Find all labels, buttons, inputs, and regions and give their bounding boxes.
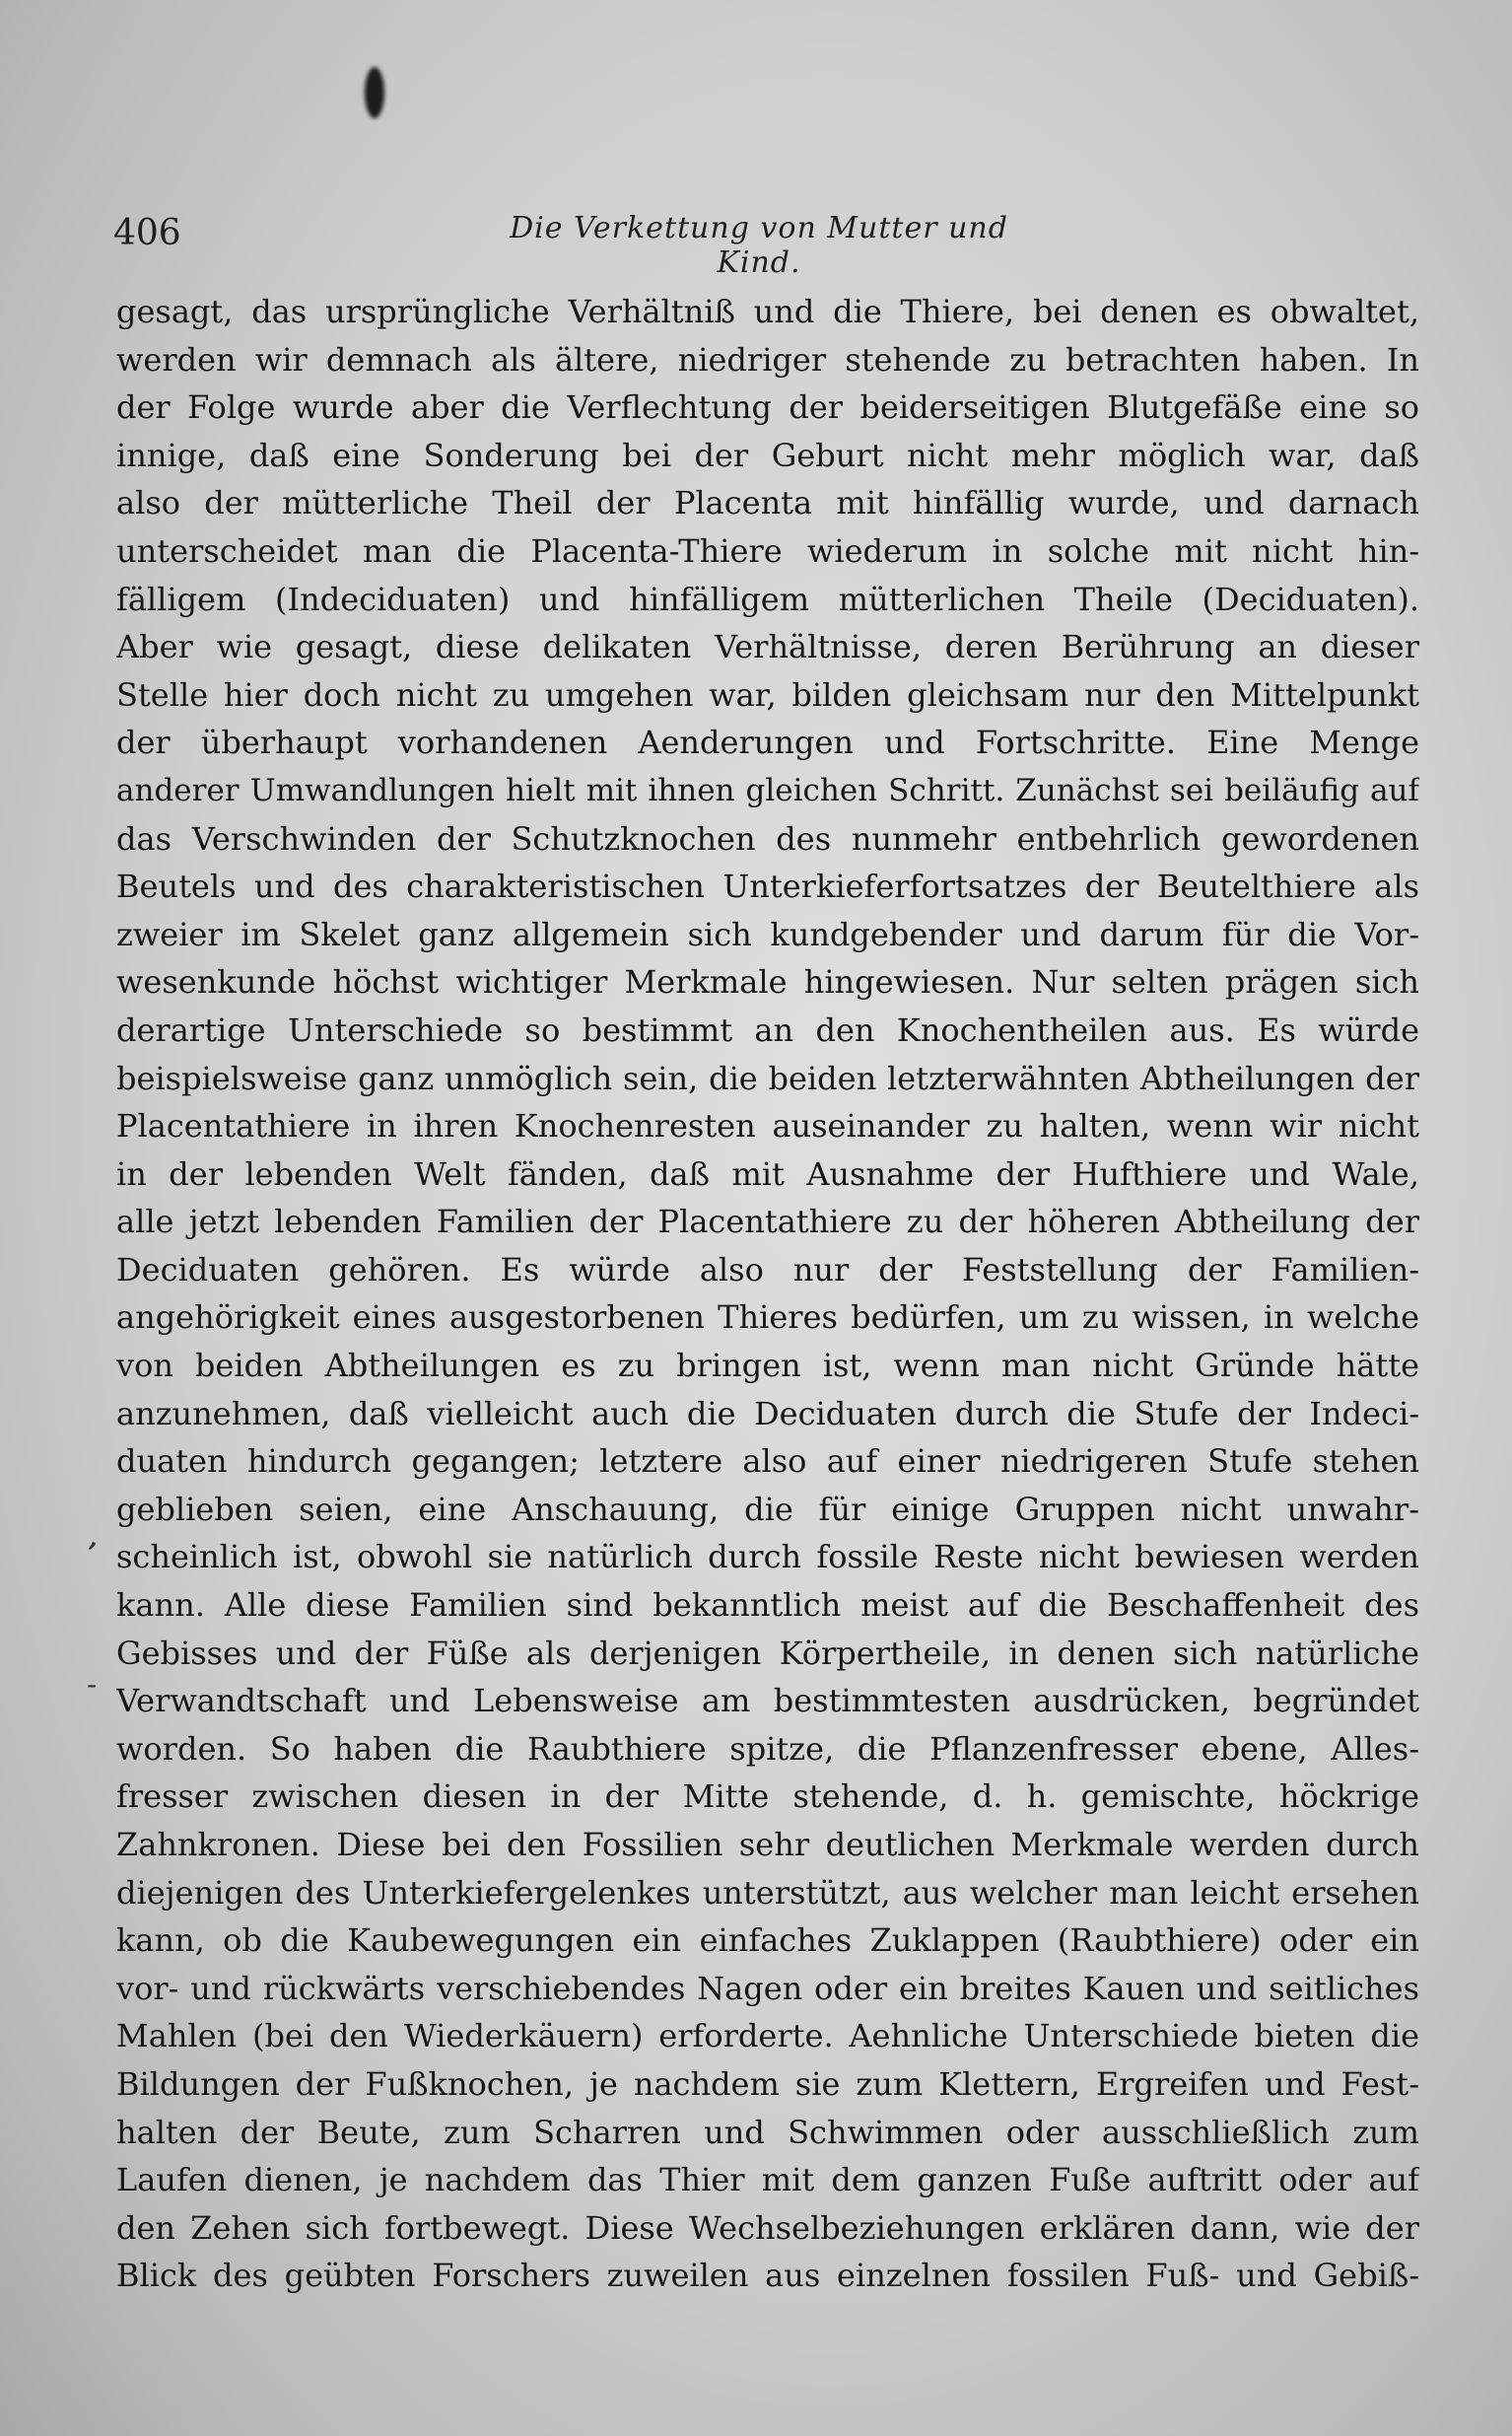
text-line: Bildungen der Fußknochen, je nachdem sie zum Klettern, Ergreifen und Fest- bbox=[116, 2064, 1419, 2103]
text-line: der Folge wurde aber die Verflechtung der beiderseitigen Blutgefäße eine so bbox=[116, 388, 1419, 427]
text-line: duaten hindurch gegangen; letztere also auf einer niedrigeren Stufe stehen bbox=[116, 1442, 1419, 1481]
text-line: Placentathiere in ihren Knochenresten auseinander zu halten, wenn wir nicht bbox=[116, 1107, 1419, 1146]
text-line: Zahnkronen. Diese bei den Fossilien sehr deutlichen Merkmale werden durch bbox=[116, 1826, 1419, 1863]
text-line: werden wir demnach als ältere, niedriger stehende zu betrachten haben. In bbox=[116, 340, 1419, 379]
text-line: Deciduaten gehören. Es würde also nur der Feststellung der Familien- bbox=[116, 1250, 1419, 1288]
text-line: derartige Unterschiede so bestimmt an den Knochentheilen aus. Es würde bbox=[116, 1010, 1419, 1049]
text-line: zweier im Skelet ganz allgemein sich kundgebender und darum für die Vor- bbox=[116, 915, 1419, 953]
text-line: anzunehmen, daß vielleicht auch die Deciduaten durch die Stufe der Indeci- bbox=[116, 1394, 1419, 1432]
text-line: kann. Alle diese Familien sind bekanntlich meist auf die Beschaffenheit des bbox=[116, 1586, 1419, 1625]
text-line: Aber wie gesagt, diese delikaten Verhältnisse, deren Berührung an dieser bbox=[116, 628, 1419, 666]
text-line: das Verschwinden der Schutzknochen des nunmehr entbehrlich gewordenen bbox=[116, 819, 1419, 858]
text-line: also der mütterliche Theil der Placenta mit hinfällig wurde, und darnach bbox=[116, 484, 1419, 522]
text-line: unterscheidet man die Placenta-Thiere wiederum in solche mit nicht hin- bbox=[116, 531, 1419, 570]
running-title: Die Verkettung von Mutter und Kind. bbox=[510, 211, 1008, 280]
text-line: worden. So haben die Raubthiere spitze, die Pflanzenfresser ebene, Alles- bbox=[116, 1729, 1419, 1768]
text-line: in der lebenden Welt fänden, daß mit Ausnahme der Hufthiere und Wale, bbox=[116, 1154, 1419, 1193]
text-line: Blick des geübten Forschers zuweilen aus einzelnen fossilen Fuß- und Gebiß- bbox=[116, 2257, 1419, 2295]
text-line: alle jetzt lebenden Familien der Placentathiere zu der höheren Abtheilung der bbox=[116, 1203, 1419, 1241]
page-number: 406 bbox=[113, 213, 181, 253]
text-line: Gebisses und der Füße als derjenigen Körpertheile, in denen sich natürliche bbox=[116, 1634, 1419, 1672]
margin-pencil-mark: , bbox=[84, 1515, 108, 1557]
text-line: wesenkunde höchst wichtiger Merkmale hingewiesen. Nur selten prägen sich bbox=[116, 963, 1419, 1002]
text-line: Mahlen (bei den Wiederkäuern) erforderte. Aehnliche Unterschiede bieten die bbox=[116, 2017, 1419, 2055]
text-line: gesagt, das ursprüngliche Verhältniß und die Thiere, bei denen es obwaltet, bbox=[116, 293, 1419, 330]
text-line: anderer Umwandlungen hielt mit ihnen gleichen Schritt. Zunächst sei beiläufig auf bbox=[116, 772, 1419, 808]
text-line: der überhaupt vorhandenen Aenderungen und Fortschritte. Eine Menge bbox=[116, 724, 1419, 762]
text-line: scheinlich ist, obwohl sie natürlich durch fossile Reste nicht bewiesen werden bbox=[116, 1538, 1419, 1576]
text-line: diejenigen des Unterkiefergelenkes unterstützt, aus welcher man leicht ersehen bbox=[116, 1873, 1419, 1912]
text-line: halten der Beute, zum Scharren und Schwimmen oder ausschließlich zum bbox=[116, 2113, 1419, 2151]
margin-pencil-dash: - bbox=[87, 1668, 98, 1701]
text-line: fälligem (Indeciduaten) und hinfälligem mütterlichen Theile (Deciduaten). bbox=[116, 580, 1419, 618]
text-line: beispielsweise ganz unmöglich sein, die beiden letzterwähnten Abtheilungen der bbox=[116, 1059, 1419, 1097]
text-line: vor- und rückwärts verschiebendes Nagen oder ein breites Kauen und seitliches bbox=[116, 1969, 1419, 2007]
text-line: von beiden Abtheilungen es zu bringen ist, wenn man nicht Gründe hätte bbox=[116, 1347, 1419, 1385]
text-line: geblieben seien, eine Anschauung, die für einige Gruppen nicht unwahr- bbox=[116, 1490, 1419, 1528]
text-line: fresser zwischen diesen in der Mitte stehende, d. h. gemischte, höckrige bbox=[116, 1777, 1419, 1816]
text-line: angehörigkeit eines ausgestorbenen Thieres bedürfen, um zu wissen, in welche bbox=[116, 1298, 1419, 1337]
text-line: den Zehen sich fortbewegt. Diese Wechselbeziehungen erklären dann, wie der bbox=[116, 2208, 1419, 2247]
text-line: Verwandtschaft und Lebensweise am bestimmtesten ausdrücken, begründet bbox=[116, 1682, 1419, 1720]
ink-blot bbox=[365, 67, 384, 118]
text-line: Laufen dienen, je nachdem das Thier mit dem ganzen Fuße auftritt oder auf bbox=[116, 2161, 1419, 2199]
text-line: kann, ob die Kaubewegungen ein einfaches Zuklappen (Raubthiere) oder ein bbox=[116, 1921, 1419, 1960]
body-paragraph bbox=[116, 288, 1419, 2300]
text-line: innige, daß eine Sonderung bei der Geburt nicht mehr möglich war, daß bbox=[116, 436, 1419, 474]
text-line: Stelle hier doch nicht zu umgehen war, bilden gleichsam nur den Mittelpunkt bbox=[116, 675, 1419, 714]
text-line: Beutels und des charakteristischen Unterkieferfortsatzes der Beutelthiere als bbox=[116, 868, 1419, 906]
